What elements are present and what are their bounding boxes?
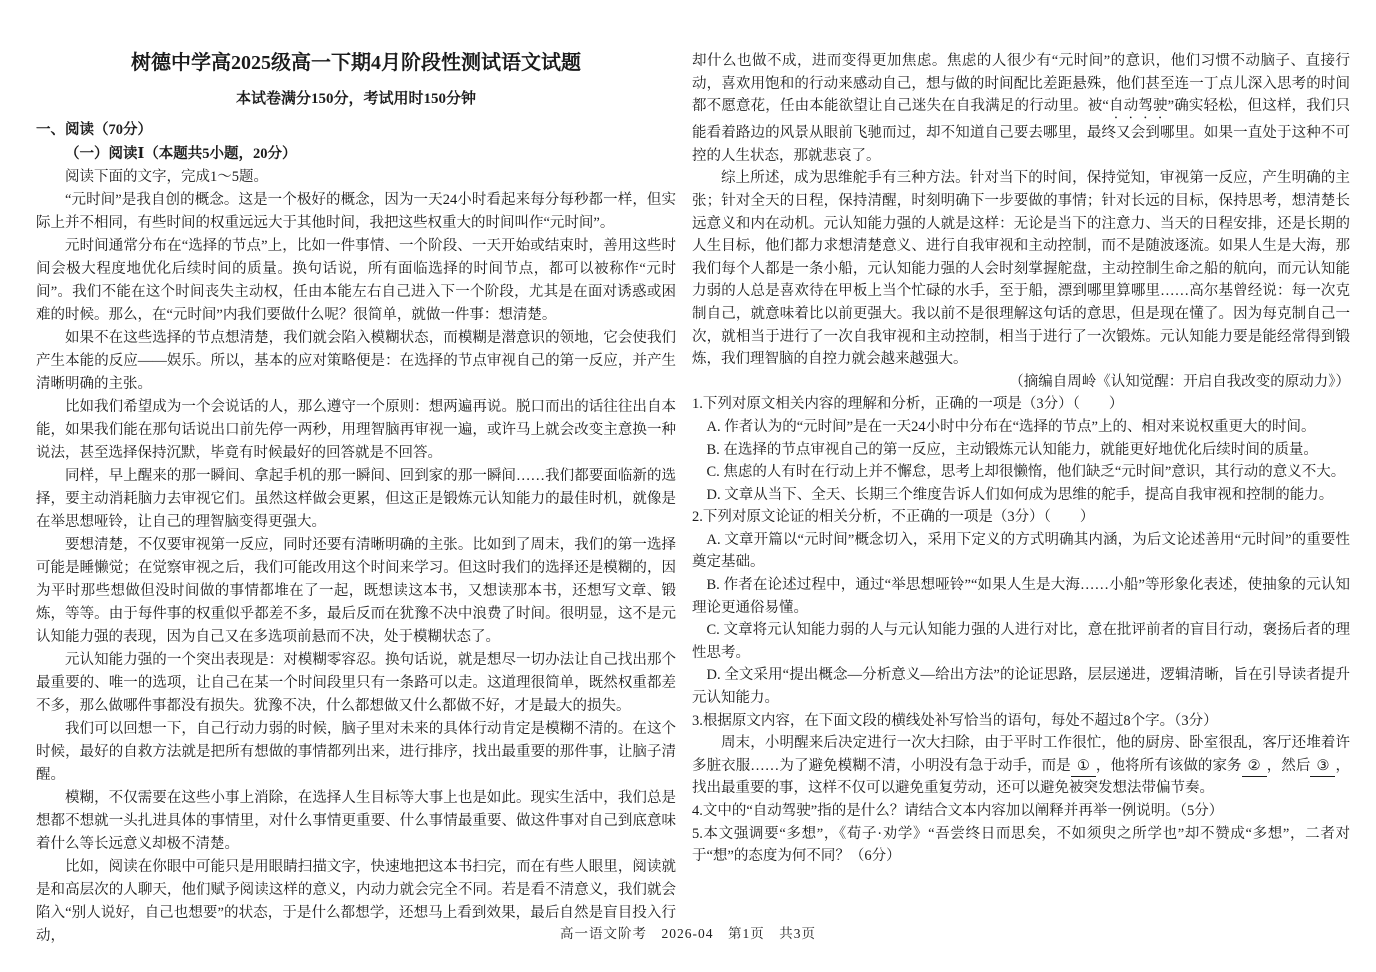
right-column (692, 50, 1350, 868)
continuation-text-before: 却什么也做不成，进而变得更加焦虑。焦虑的人很少有“元时间”的意识，他们习惯不动脑子、直接行动，喜欢用饱和的行动来感动自己，想与做的时间配比差距悬殊，他们甚至连一丁点儿深入思考的时间都不愿意花，任由本能欲望让自己迷失在自我满足的行动里。被“ (692, 53, 1350, 115)
page-footer: 高一语文阶考 2026-04 第1页 共3页 (560, 926, 816, 941)
question-1-option-c: C. 焦虑的人有时在行动上并不懈怠，思考上却很懒惰，他们缺乏“元时间”意识，其行动的意义不大。 (706, 464, 1346, 481)
passage-paragraph-1: “元时间”是我自创的概念。这是一个极好的概念，因为一天24小时看起来每分每秒都一样，但实际上并不相同，有些时间的权重远远大于其他时间，我把这些权重大的时间叫作“元时间”。 (36, 192, 676, 231)
passage-paragraph-6: 要想清楚，不仅要审视第一反应，同时还要有清晰明确的主张。比如到了周末，我们的第一选择可能是睡懒觉；在觉察审视之后，我们可能改用这个时间来学习。但这时我们的选择还是模糊的，因为平时那些想做但没时间做的事情都堆在了一起，既想读这本书，又想读那本书，还想写文章、锻炼，等等。由于每件事的权重似乎都差不多，最后反而在犹豫不决中浪费了时间。很明显，这不是元认知能力强的表现，因为自己又在多选项前悬而不决，处于模糊状态了。 (36, 537, 676, 645)
passage-paragraph-9: 模糊，不仅需要在这些小事上消除，在选择人生目标等大事上也是如此。现实生活中，我们总是想都不想就一头扎进具体的事情里，对什么事情更重要、什么事情最重要、做这件事对自己到底意味着什么等长远意义却极不清楚。 (36, 790, 676, 852)
question-1-option-d: D. 文章从当下、全天、长期三个维度告诉人们如何成为思维的舵手，提高自我审视和控制的能力。 (706, 486, 1334, 503)
question-2-option-d: D. 全文采用“提出概念—分析意义—给出方法”的论证思路，层层递进，逻辑清晰，旨在引导读者提升元认知能力。 (692, 667, 1350, 707)
emphasized-term: 自动驾驶 (1108, 98, 1168, 115)
passage-conclusion-paragraph: 综上所述，成为思维舵手有三种方法。针对当下的时间，保持觉知，审视第一反应，产生明确的主张；针对全天的日程，保持清醒，时刻明确下一步要做的事情；针对长远的目标，保持思考，想清楚长远意义和内在动机。元认知能力强的人就是这样：无论是当下的注意力、当天的日程安排，还是长期的人生目标，他们都力求想清楚意义、进行自我审视和主动控制，而不是随波逐流。如果人生是大海，那我们每个人都是一条小船，元认知能力强的人会时刻掌握舵盘，主动控制生命之船的航向，而元认知能力弱的人总是喜欢待在甲板上当个忙碌的水手，至于船，漂到哪里算哪里……高尔基曾经说：每一次克制自己，就意味着比以前更强大。我以前不是很理解这句话的意思，但是现在懂了。因为每克制自己一次，就相当于进行了一次自我审视和主动控制，相当于进行了一次锻炼。元认知能力要是能经常得到锻炼，我们理智脑的自控力就会越来越强大。 (692, 170, 1350, 368)
passage-paragraph-10: 比如，阅读在你眼中可能只是用眼睛扫描文字，快速地把这本书扫完，而在有些人眼里，阅读就是和高层次的人聊天，他们赋予阅读这样的意义，内动力就会完全不同。若是看不清意义，我们就会陷入“别人说好，自己也想要”的状态，于是什么都想学，还想马上看到效果，最后自然是盲目投入行动， (36, 859, 676, 944)
passage-paragraph-8: 我们可以回想一下，自己行动力弱的时候，脑子里对未来的具体行动肯定是模糊不清的。在这个时候，最好的自救方法就是把所有想做的事情都列出来，进行排序，找出最重要的那件事，让脑子清醒。 (36, 721, 676, 783)
question-4-stem: 4.文中的“自动驾驶”指的是什么？请结合文本内容加以阐释并再举一例说明。（5分） (692, 803, 1224, 819)
passage-attribution: （摘编自周岭《认知觉醒：开启自我改变的原动力》） (1009, 373, 1350, 390)
question-1-option-a: A. 作者认为的“元时间”是在一天24小时中分布在“选择的节点”上的、相对来说权重更大的时间。 (706, 418, 1316, 435)
q3-text-2: ，他将所有该做的家务 (1095, 757, 1242, 774)
question-5-stem: 5.本文强调要“多想”，《荀子·劝学》“吾尝终日而思矣，不如须臾之所学也”却不赞成“多想”，二者对于“想”的态度为何不同？（6分） (692, 825, 1350, 865)
question-3-passage (692, 732, 1350, 800)
question-3-stem: 3.根据原文内容，在下面文段的横线处补写恰当的语句，每处不超过8个字。（3分） (692, 712, 1218, 729)
q3-text-1: 周末，小明醒来后决定进行一次大扫除，由于平时工作很忙，他的厨房、卧室很乱，客厅还堆着许多脏衣服……为了避免模糊不清，小明没有急于动手，而是 (692, 735, 1350, 774)
passage-paragraph-10-continuation (692, 50, 1350, 167)
passage-paragraph-5: 同样，早上醒来的那一瞬间、拿起手机的那一瞬间、回到家的那一瞬间……我们都要面临新的选择，要主动消耗脑力去审视它们。虽然这样做会更累，但这正是锻炼元认知能力的最佳时机，就像是在举思想哑铃，让自己的理智脑变得更强大。 (36, 468, 676, 530)
left-column (36, 46, 676, 948)
page-title: 树德中学高2025级高一下期4月阶段性测试语文试题 (131, 52, 581, 74)
passage-paragraph-4: 比如我们希望成为一个会说话的人，那么遵守一个原则：想两遍再说。脱口而出的话往往出自本能，如果我们能在那句话说出口前先停一两秒，用理智脑再审视一遍，或许马上就会改变主意换一种说法，甚至选择保持沉默，毕竟有时候最好的回答就是不回答。 (36, 399, 676, 461)
q3-text-3: ，然后 (1266, 757, 1311, 774)
passage-paragraph-2: 元时间通常分布在“选择的节点”上，比如一件事情、一个阶段、一天开始或结束时，善用这些时间会极大程度地优化后续时间的质量。换句话说，所有面临选择的时间节点，都可以被称作“元时间”。我们不能在这个时间丧失主动权，任由本能左右自己进入下一个阶段，尤其是在面对诱惑或困难的时候。那么，在“元时间”内我们要做什么呢？很简单，就做一件事：想清楚。 (36, 238, 676, 323)
q3-blank-2: ② (1242, 756, 1267, 777)
continuation-text-after: ”确实轻松，但这样，我们只能看着路边的风景从眼前飞驰而过，却不知道自己要去哪里，最终又会到哪里。如果一直处于这种不可控的人生状态，那就悲哀了。 (692, 98, 1351, 164)
question-2-stem: 2.下列对原文论证的相关分析，不正确的一项是（3分）（ ） (692, 509, 1095, 526)
section-heading: 一、阅读（70分） (36, 122, 152, 138)
subsection-heading: （一）阅读Ⅰ（本题共5小题，20分） (65, 146, 297, 162)
passage-paragraph-7: 元认知能力强的一个突出表现是：对模糊零容忍。换句话说，就是想尽一切办法让自己找出那个最重要的、唯一的选项，让自己在某一个时间段里只有一条路可以走。这道理很简单，既然权重都差不多，那么做哪件事都没有损失。犹豫不决，什么都想做又什么都做不好，才是最大的损失。 (36, 652, 676, 714)
q3-blank-3: ③ (1310, 756, 1335, 777)
reading-instruction: 阅读下面的文字，完成1～5题。 (65, 169, 268, 185)
q3-text-4: ，找出最重要的事，这样不仅可以避免重复劳动，还可以避免被突发想法带偏节奏。 (692, 757, 1351, 797)
question-1-stem: 1.下列对原文相关内容的理解和分析，正确的一项是（3分）（ ） (692, 396, 1124, 413)
question-2-option-c: C. 文章将元认知能力弱的人与元认知能力强的人进行对比，意在批评前者的盲目行动，褒扬后者的理性思考。 (692, 622, 1350, 661)
page-subtitle: 本试卷满分150分，考试用时150分钟 (235, 91, 476, 107)
question-2-option-b: B. 作者在论述过程中，通过“举思想哑铃”“如果人生是大海……小船”等形象化表述，使抽象的元认知理论更通俗易懂。 (692, 577, 1350, 616)
question-1-option-b: B. 在选择的节点审视自己的第一反应，主动锻炼元认知能力，就能更好地优化后续时间的质量。 (706, 441, 1318, 458)
q3-blank-1: ① (1071, 756, 1096, 777)
passage-paragraph-3: 如果不在这些选择的节点想清楚，我们就会陷入模糊状态，而模糊是潜意识的领地，它会使我们产生本能的反应——娱乐。所以，基本的应对策略便是：在选择的节点审视自己的第一反应，并产生清晰明确的主张。 (36, 330, 676, 392)
question-2-option-a: A. 文章开篇以“元时间”概念切入，采用下定义的方式明确其内涵，为后文论述善用“元时间”的重要性奠定基础。 (692, 531, 1350, 571)
